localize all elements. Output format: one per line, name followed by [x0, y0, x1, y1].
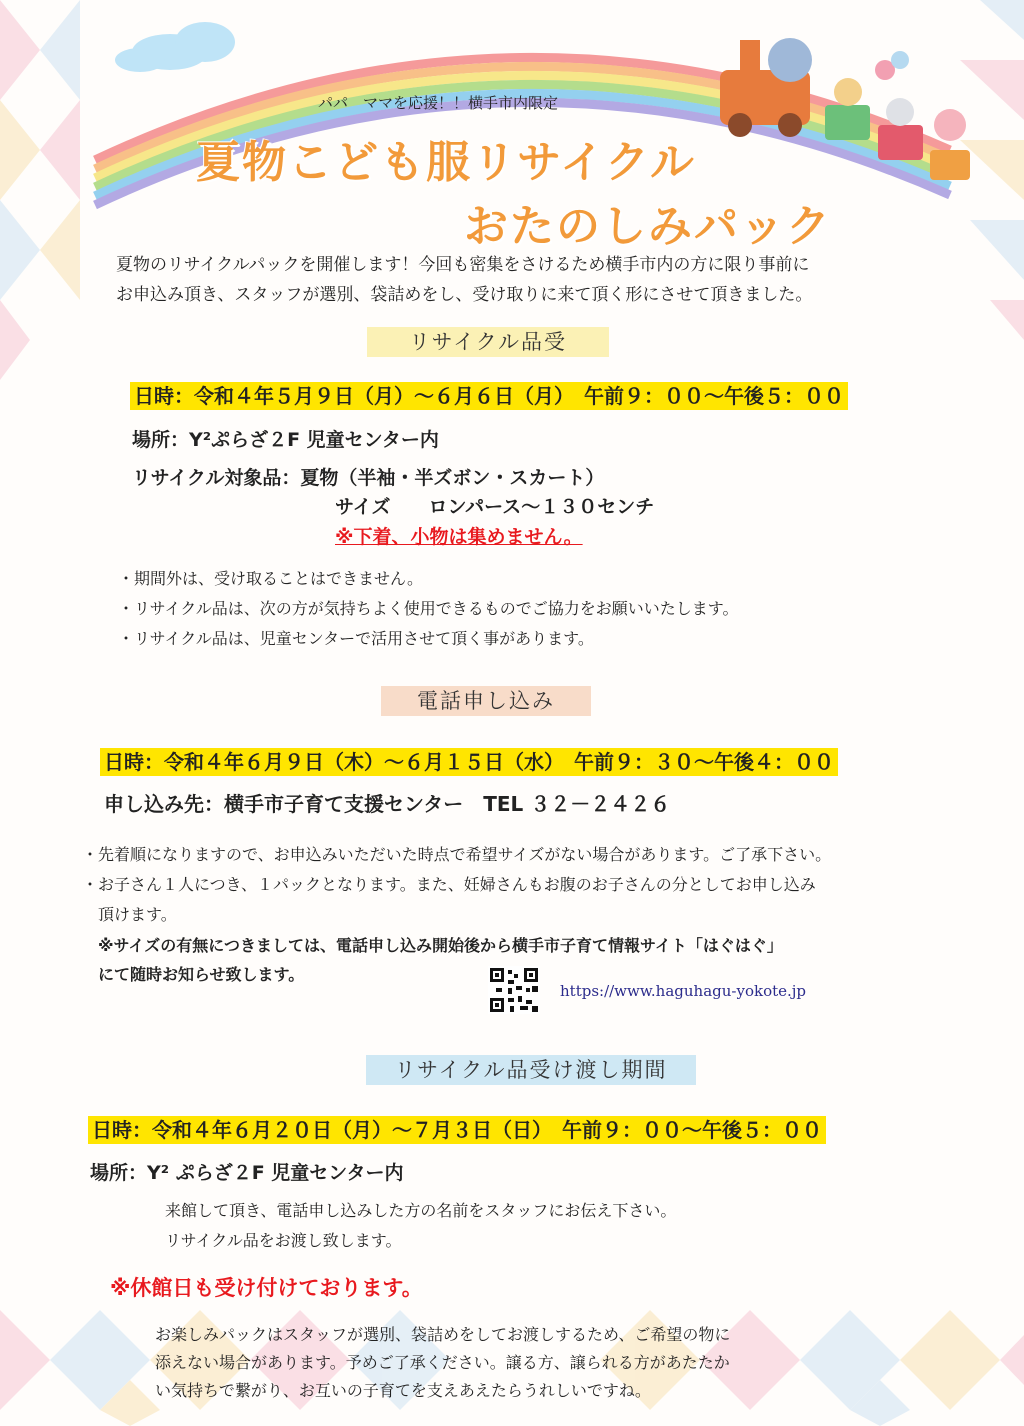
- footer-line2: 添えない場合があります。予めご了承ください。譲る方、譲られる方があたたか: [155, 1353, 730, 1372]
- section-title-handover-period: リサイクル品受け渡し期間: [366, 1055, 696, 1085]
- section1-note-1: ・期間外は、受け取ることはできません。: [118, 569, 423, 588]
- section3-line2: リサイクル品をお渡し致します。: [165, 1231, 402, 1250]
- footer-line3: い気持ちで繋がり、お互いの子育てを支えあえたらうれしいですね。: [155, 1381, 651, 1400]
- haguhagu-site-link[interactable]: https://www.haguhagu-yokote.jp: [560, 982, 807, 1000]
- section1-items: リサイクル対象品：夏物（半袖・半ズボン・スカート）: [132, 467, 605, 489]
- header-kicker: パパ ママを応援！！横手市内限定: [318, 94, 559, 112]
- closed-day-notice: ※休館日も受け付けております。: [110, 1276, 423, 1300]
- section2-bold-note-a: ※サイズの有無につきましては、電話申し込み開始後から横手市子育て情報サイト「はぐはぐ」: [98, 936, 783, 955]
- section-title-phone-application: 電話申し込み: [381, 686, 591, 716]
- intro-line2: お申込み頂き、スタッフが選別、袋詰めをし、受け取りに来て頂く形にさせて頂きました。: [116, 285, 813, 305]
- section1-place: 場所：Y²ぷらざ２F 児童センター内: [132, 429, 439, 451]
- intro-line1: 夏物のリサイクルパックを開催します！今回も密集をさけるため横手市内の方に限り事前に: [116, 255, 810, 275]
- section1-note-3: ・リサイクル品は、児童センターで活用させて頂く事があります。: [118, 629, 594, 648]
- section2-note-2b: 頂けます。: [98, 905, 177, 924]
- footer-line1: お楽しみパックはスタッフが選別、袋詰めをしてお渡しするため、ご希望の物に: [155, 1325, 731, 1344]
- section2-note-1: ・先着順になりますので、お申込みいただいた時点で希望サイズがない場合があります。ご了承下さい。: [82, 845, 832, 864]
- section2-contact: 申し込み先：横手市子育て支援センター TEL ３２－２４２６: [104, 792, 671, 816]
- section2-datetime: 日時：令和４年６月９日（木）～６月１５日（水） 午前９：３０～午後４：００: [100, 748, 838, 776]
- section1-datetime: 日時：令和４年５月９日（月）～６月６日（月） 午前９：００～午後５：００: [130, 382, 848, 410]
- section1-warning: ※下着、小物は集めません。: [335, 526, 583, 548]
- section3-line1: 来館して頂き、電話申し込みした方の名前をスタッフにお伝え下さい。: [165, 1201, 677, 1220]
- section-title-recycle-receive: リサイクル品受: [367, 327, 609, 357]
- page-title-line1: 夏物こども服リサイクル: [196, 137, 696, 188]
- section3-place: 場所：Y² ぷらざ２F 児童センター内: [90, 1162, 404, 1184]
- section1-note-2: ・リサイクル品は、次の方が気持ちよく使用できるものでご協力をお願いいたします。: [118, 599, 739, 618]
- section1-size: サイズ ロンパース～１３０センチ: [335, 496, 655, 518]
- section2-bold-note-b: にて随時お知らせ致します。: [98, 965, 305, 984]
- qr-code-icon: [488, 966, 540, 1014]
- page-title-line2: おたのしみパック: [464, 201, 832, 252]
- section3-datetime: 日時：令和４年６月２０日（月）～７月３日（日） 午前９：００～午後５：００: [88, 1116, 826, 1144]
- section2-note-2a: ・お子さん１人につき、１パックとなります。また、妊婦さんもお腹のお子さんの分としてお申し込み: [82, 875, 816, 894]
